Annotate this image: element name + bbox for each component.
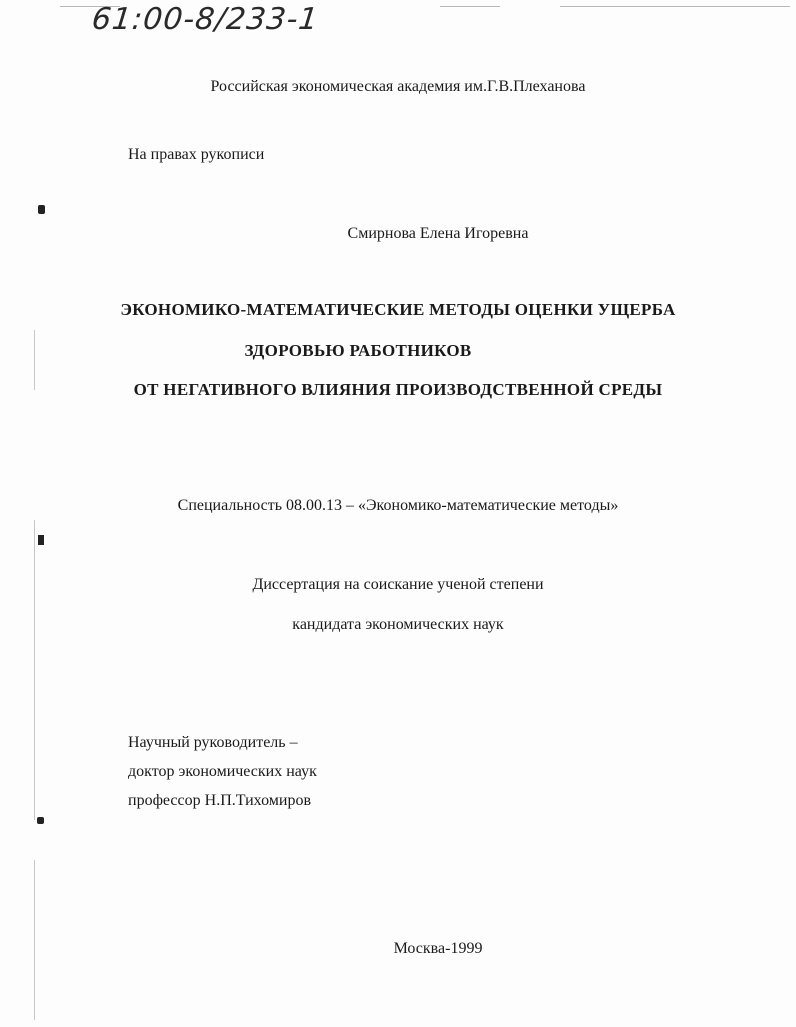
scan-edge-line (440, 6, 500, 7)
city-year: Москва-1999 (393, 940, 483, 957)
specialty: Специальность 08.00.13 – «Экономико-математические методы» (177, 497, 619, 514)
scan-speck (37, 817, 44, 824)
scan-left-edge (34, 860, 35, 1020)
institution-name: Российская экономическая академия им.Г.В.Плеханова (210, 78, 586, 95)
scan-speck (38, 205, 45, 214)
supervisor-line-1: Научный руководитель – (128, 734, 298, 751)
handwritten-catalog-number: 61:00-8/233-1 (90, 2, 321, 37)
scan-speck (38, 535, 44, 545)
title-line-2: ЗДОРОВЬЮ РАБОТНИКОВ (244, 341, 472, 360)
scan-left-edge (34, 520, 35, 820)
degree-line-2: кандидата экономических наук (292, 616, 504, 633)
supervisor-line-2: доктор экономических наук (128, 763, 317, 780)
manuscript-note: На правах рукописи (128, 146, 265, 163)
scan-edge-line (560, 6, 790, 7)
degree-line-1: Диссертация на соискание ученой степени (252, 576, 544, 593)
title-line-3: ОТ НЕГАТИВНОГО ВЛИЯНИЯ ПРОИЗВОДСТВЕННОЙ СРЕДЫ (133, 380, 663, 399)
author-name: Смирнова Елена Игоревна (347, 225, 529, 242)
title-line-1: ЭКОНОМИКО-МАТЕМАТИЧЕСКИЕ МЕТОДЫ ОЦЕНКИ УЩЕРБА (120, 300, 676, 319)
supervisor-line-3: профессор Н.П.Тихомиров (128, 792, 312, 809)
